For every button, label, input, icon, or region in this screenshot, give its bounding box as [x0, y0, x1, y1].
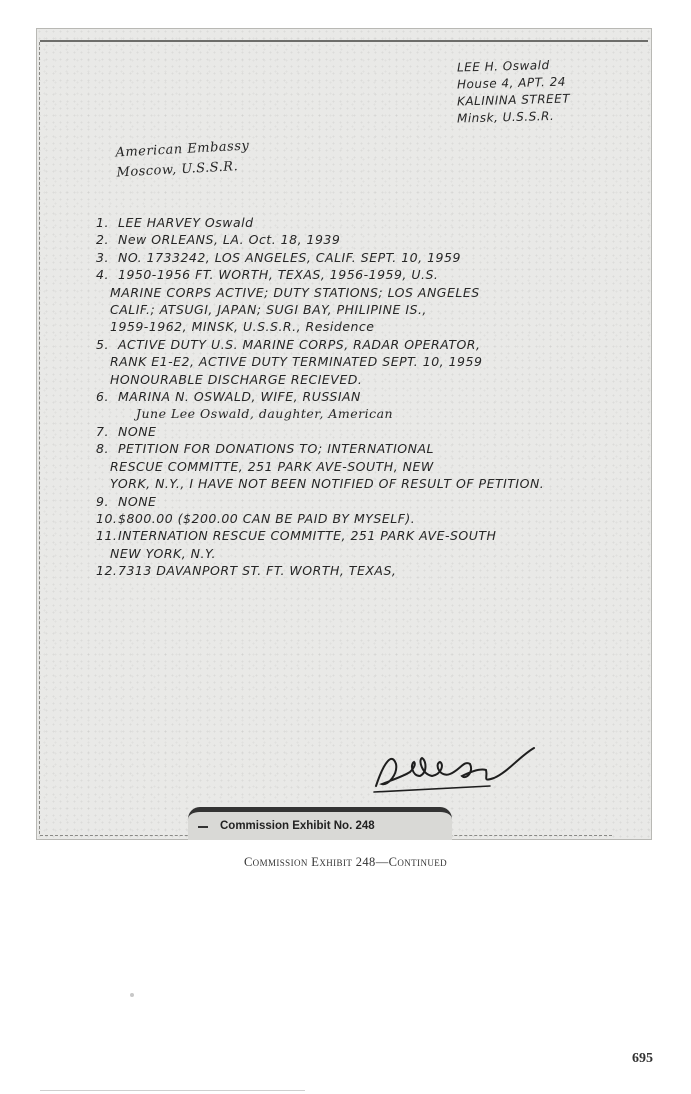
answer-line	[96, 562, 606, 579]
answer-line	[96, 510, 606, 527]
answer-line	[96, 423, 606, 440]
answer-number: 10.	[96, 510, 118, 526]
tab-dash	[198, 826, 208, 828]
answer-text: RANK E1-E2, ACTIVE DUTY TERMINATED SEPT. 10, 1959	[110, 354, 483, 370]
answer-text: 1959-1962, MINSK, U.S.S.R., Residence	[110, 319, 375, 335]
answer-line	[96, 336, 606, 353]
answer-text: RESCUE COMMITTE, 251 PARK AVE-SOUTH, NEW	[110, 458, 434, 474]
recipient-address	[115, 137, 251, 184]
answer-text: 1950-1956 FT. WORTH, TEXAS, 1956-1959, U.S.	[118, 267, 439, 283]
answer-number: 7.	[96, 423, 109, 439]
sender-address-line: House 4, APT. 24	[456, 74, 566, 92]
answer-line	[96, 475, 606, 492]
answer-line	[96, 545, 606, 562]
signature	[370, 742, 540, 798]
answer-text: ACTIVE DUTY U.S. MARINE CORPS, RADAR OPERATOR,	[118, 336, 481, 352]
photo-left-edge	[39, 42, 41, 834]
answer-line	[96, 493, 606, 510]
answer-line	[96, 388, 606, 405]
answer-text: PETITION FOR DONATIONS TO; INTERNATIONAL	[118, 441, 434, 457]
answer-text: NEW YORK, N.Y.	[110, 545, 216, 561]
answer-text: 7313 DAVANPORT ST. FT. WORTH, TEXAS,	[118, 563, 397, 579]
exhibit-photo	[36, 28, 652, 840]
answer-text: NO. 1733242, LOS ANGELES, CALIF. SEPT. 10, 1959	[118, 249, 461, 265]
answer-line	[96, 318, 606, 335]
answer-number: 1.	[96, 215, 109, 230]
answer-text: CALIF.; ATSUGI, JAPAN; SUGI BAY, PHILIPINE IS.,	[110, 302, 427, 318]
answer-text: YORK, N.Y., I HAVE NOT BEEN NOTIFIED OF RESULT OF PETITION.	[110, 476, 545, 492]
exhibit-tab-label: Commission Exhibit No. 248	[220, 820, 375, 832]
exhibit-tab	[188, 807, 452, 840]
answer-number: 6.	[96, 389, 109, 405]
sender-address-line: KALININA STREET	[456, 91, 571, 109]
signature-drawing	[370, 742, 540, 798]
page-caption: Commission Exhibit 248—Continued	[243, 855, 448, 869]
numbered-answers	[96, 214, 606, 580]
answer-text: New ORLEANS, LA. Oct. 18, 1939	[118, 232, 341, 248]
answer-number: 2.	[96, 232, 109, 248]
answer-text: INTERNATION RESCUE COMMITTE, 251 PARK AVE-SOUTH	[118, 528, 497, 544]
sender-address-line: Minsk, U.S.S.R.	[456, 108, 555, 126]
answer-line	[96, 214, 606, 231]
answer-number: 8.	[96, 441, 109, 457]
answer-number: 5.	[96, 336, 109, 352]
paper-speck	[130, 993, 134, 997]
bottom-rule	[40, 1090, 305, 1091]
answer-text: MARINA N. OSWALD, WIFE, RUSSIAN	[118, 389, 361, 405]
answer-number: 3.	[96, 249, 109, 265]
answer-text: HONOURABLE DISCHARGE RECIEVED.	[110, 371, 363, 387]
answer-number: 11.	[96, 528, 118, 544]
answer-text: NONE	[118, 493, 157, 509]
answer-line	[96, 266, 606, 283]
answer-text: NONE	[118, 423, 157, 439]
photo-top-edge	[40, 40, 648, 42]
answer-number: 12.	[96, 563, 118, 579]
answer-line	[96, 301, 606, 318]
answer-extra-line: June Lee Oswald, daughter, American	[136, 406, 394, 422]
answer-number: 4.	[96, 267, 109, 283]
answer-number: 9.	[96, 493, 109, 509]
answer-line	[96, 527, 606, 544]
sender-address	[457, 58, 570, 126]
answer-line	[96, 284, 606, 301]
answer-line	[96, 249, 606, 266]
answer-text: $800.00 ($200.00 CAN BE PAID BY MYSELF).	[118, 510, 416, 526]
answer-text: MARINE CORPS ACTIVE; DUTY STATIONS; LOS ANGELES	[110, 284, 480, 300]
recipient-line: Moscow, U.S.S.R.	[116, 159, 239, 181]
page-number: 695	[632, 1051, 653, 1066]
answer-line	[96, 458, 606, 475]
answer-text: LEE HARVEY Oswald	[118, 215, 254, 230]
recipient-line: American Embassy	[115, 138, 250, 161]
answer-line	[96, 231, 606, 248]
answer-line	[96, 371, 606, 388]
sender-address-line: LEE H. Oswald	[456, 58, 550, 75]
answer-line	[96, 440, 606, 457]
answer-line	[96, 353, 606, 370]
